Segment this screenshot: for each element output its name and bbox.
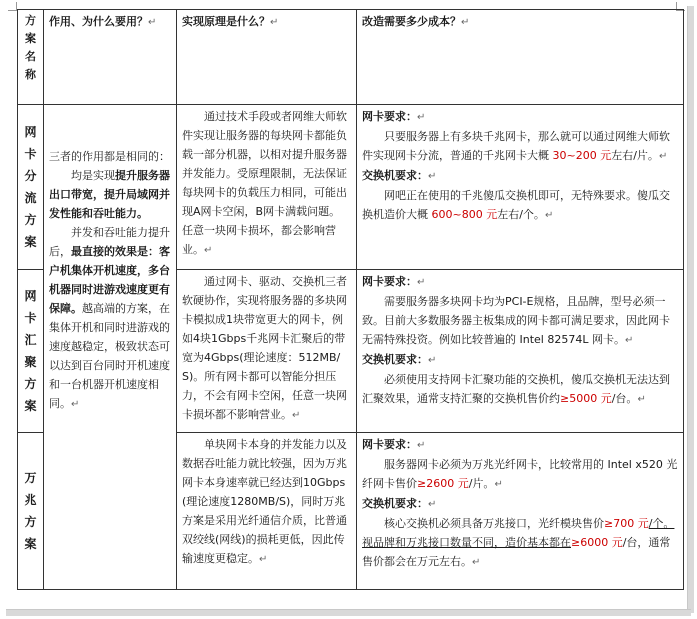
header-row bbox=[18, 10, 684, 105]
header-scheme-name: 方 案 名 称 bbox=[18, 10, 44, 105]
comparison-table bbox=[17, 9, 684, 590]
scheme-name-10g: 万 兆 方 案 bbox=[18, 433, 44, 590]
principle-nic-aggregation: 通过网卡、驱动、交换机三者软硬协作，实现将服务器的多块网卡模拟成1块带宽更大的网卡，例如4块1Gbps千兆网卡汇聚后的带宽为4Gbps(理论速度：512MB/S)。所有网卡都可以智能分担压力，不会有网卡空闲，任意一块网卡损坏都不影响营业。↵ bbox=[177, 270, 357, 433]
page-shadow-bottom bbox=[6, 609, 691, 616]
cost-nic-split: 网卡要求：↵ 只要服务器上有多块千兆网卡，那么就可以通过网维大师软件实现网卡分流，普通的千兆网卡大概 30~200 元左右/片。↵ 交换机要求：↵ 网吧正在使用的千兆傻瓜交换机即可，无特殊要求。傻瓜交换机造价大概 600~800 元左右/个。↵ bbox=[357, 105, 684, 270]
crop-mark-top-left bbox=[8, 2, 17, 11]
scheme-name-nic-aggregation: 网 卡 汇 聚 方 案 bbox=[18, 270, 44, 433]
page-shadow-right bbox=[687, 6, 694, 613]
usage-paragraph-2: 并发和吞吐能力提升后，最直接的效果是：客户机集体开机速度，多台机器同时进游戏速度更有保障。越高端的方案，在集体开机和同时进游戏的速度越稳定，极致状态可以达到百台同时开机速度和一台机器开机速度相同。↵ bbox=[49, 226, 170, 410]
header-principle: 实现原理是什么？↵ bbox=[177, 10, 357, 105]
principle-10g: 单块网卡本身的并发能力以及数据吞吐能力就比较强，因为万兆网卡本身速率就已经达到10Gbps(理论速度1280MB/S)，同时万兆方案是采用光纤通信介质，比普通双绞线(网线)的损耗更低，因此传输速度更稳定。↵ bbox=[177, 433, 357, 590]
usage-cell bbox=[44, 105, 177, 590]
header-cost: 改造需要多少成本？↵ bbox=[357, 10, 684, 105]
cost-10g: 网卡要求：↵ 服务器网卡必须为万兆光纤网卡，比较常用的 Intel x520 光纤网卡售价≥2600 元/片。↵ 交换机要求：↵ 核心交换机必须具备万兆接口，光纤模块售价≥700 元/个。视品牌和万兆接口数量不同，造价基本都在≥6000 元/台，通常售价都会在万元左右。↵ bbox=[357, 433, 684, 590]
cost-nic-aggregation: 网卡要求：↵ 需要服务器多块网卡均为PCI-E规格，且品牌，型号必须一致。目前大多数服务器主板集成的网卡都可满足要求，因此网卡无需特殊投资。例如比较普遍的 Intel 82574L 网卡。↵ 交换机要求：↵ 必须使用支持网卡汇聚功能的交换机，傻瓜交换机无法达到汇聚效果，通常支持汇聚的交换机售价约≥5000 元/台。↵ bbox=[357, 270, 684, 433]
usage-paragraph-1: 均是实现提升服务器出口带宽，提升局域网并发性能和吞吐能力。 bbox=[49, 169, 170, 220]
header-usage: 作用、为什么要用？↵ bbox=[44, 10, 177, 105]
usage-intro: 三者的作用都是相同的： bbox=[49, 150, 170, 163]
table-row bbox=[18, 105, 684, 270]
scheme-name-nic-split: 网 卡 分 流 方 案 bbox=[18, 105, 44, 270]
principle-nic-split: 通过技术手段或者网维大师软件实现让服务器的每块网卡都能负载一部分机器，以相对提升服务器并发能力。受原理限制，无法保证每块网卡的负载压力相同，可能出现A网卡空闲，B网卡满载问题。任意一块网卡损坏，都会影响营业。↵ bbox=[177, 105, 357, 270]
